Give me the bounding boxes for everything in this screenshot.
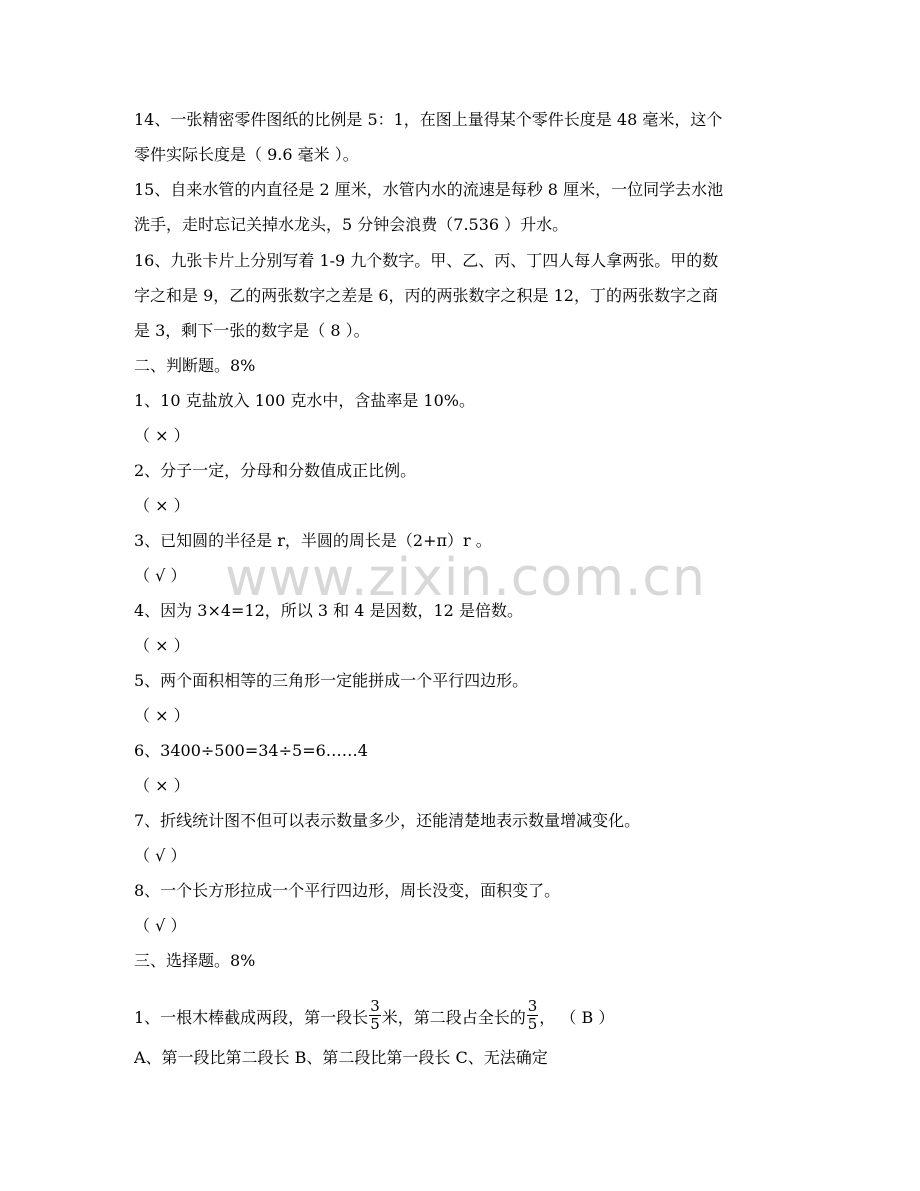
fraction-1 [369,999,381,1032]
section-2-title: 二、判断题。8% [134,356,256,375]
choice-question-1-part-3: ， （ B ） [539,1008,615,1027]
judge-answer-6: （ × ） [134,776,190,795]
question-16-line-2: 字之和是 9，乙的两张数字之差是 6，丙的两张数字之积是 12，丁的两张数字之商 [134,286,718,305]
judge-question-1: 1、10 克盐放入 100 克水中，含盐率是 10%。 [134,391,475,410]
choice-question-1 [134,997,615,1035]
choice-question-1-part-2: 米，第二段占全长的 [381,1008,526,1027]
choice-question-1-options: A、第一段比第二段长 B、第二段比第一段长 C、无法确定 [134,1048,548,1067]
judge-question-2: 2、分子一定，分母和分数值成正比例。 [134,461,417,480]
question-16-line-3: 是 3，剩下一张的数字是（ 8 ）。 [134,321,370,340]
question-15-line-2: 洗手，走时忘记关掉水龙头，5 分钟会浪费（7.536 ）升水。 [134,215,569,234]
fraction-1-denominator: 5 [370,1015,380,1033]
watermark: www.zixin.com.cn [225,548,706,608]
judge-question-5: 5、两个面积相等的三角形一定能拼成一个平行四边形。 [134,671,529,690]
judge-answer-1: （ × ） [134,426,190,445]
judge-answer-8: （ √ ） [134,916,187,935]
fraction-2-denominator: 5 [527,1015,538,1033]
fraction-2 [527,999,539,1032]
fraction-1-numerator: 3 [370,997,380,1015]
judge-answer-5: （ × ） [134,706,190,725]
judge-question-4: 4、因为 3×4=12，所以 3 和 4 是因数，12 是倍数。 [134,601,523,620]
question-14-line-2: 零件实际长度是（ 9.6 毫米 ）。 [134,145,359,164]
question-15-line-1: 15、自来水管的内直径是 2 厘米，水管内水的流速是每秒 8 厘米，一位同学去水池 [134,180,724,199]
judge-answer-4: （ × ） [134,636,190,655]
section-3-title: 三、选择题。8% [134,951,256,970]
fraction-2-numerator: 3 [527,997,538,1015]
judge-question-8: 8、一个长方形拉成一个平行四边形，周长没变，面积变了。 [134,881,561,900]
judge-question-7: 7、折线统计图不但可以表示数量多少，还能清楚地表示数量增减变化。 [134,811,641,830]
judge-question-3: 3、已知圆的半径是 r，半圆的周长是（2+π）r 。 [134,531,492,550]
choice-question-1-part-1: 1、一根木棒截成两段，第一段长 [134,1008,369,1027]
question-16-line-1: 16、九张卡片上分别写着 1-9 九个数字。甲、乙、丙、丁四人每人拿两张。甲的数 [134,251,719,270]
judge-answer-2: （ × ） [134,496,190,515]
question-14-line-1: 14、一张精密零件图纸的比例是 5：1，在图上量得某个零件长度是 48 毫米，这个 [134,110,723,129]
judge-answer-7: （ √ ） [134,846,187,865]
judge-question-6: 6、3400÷500=34÷5=6……4 [134,741,368,760]
judge-answer-3: （ √ ） [134,566,187,585]
